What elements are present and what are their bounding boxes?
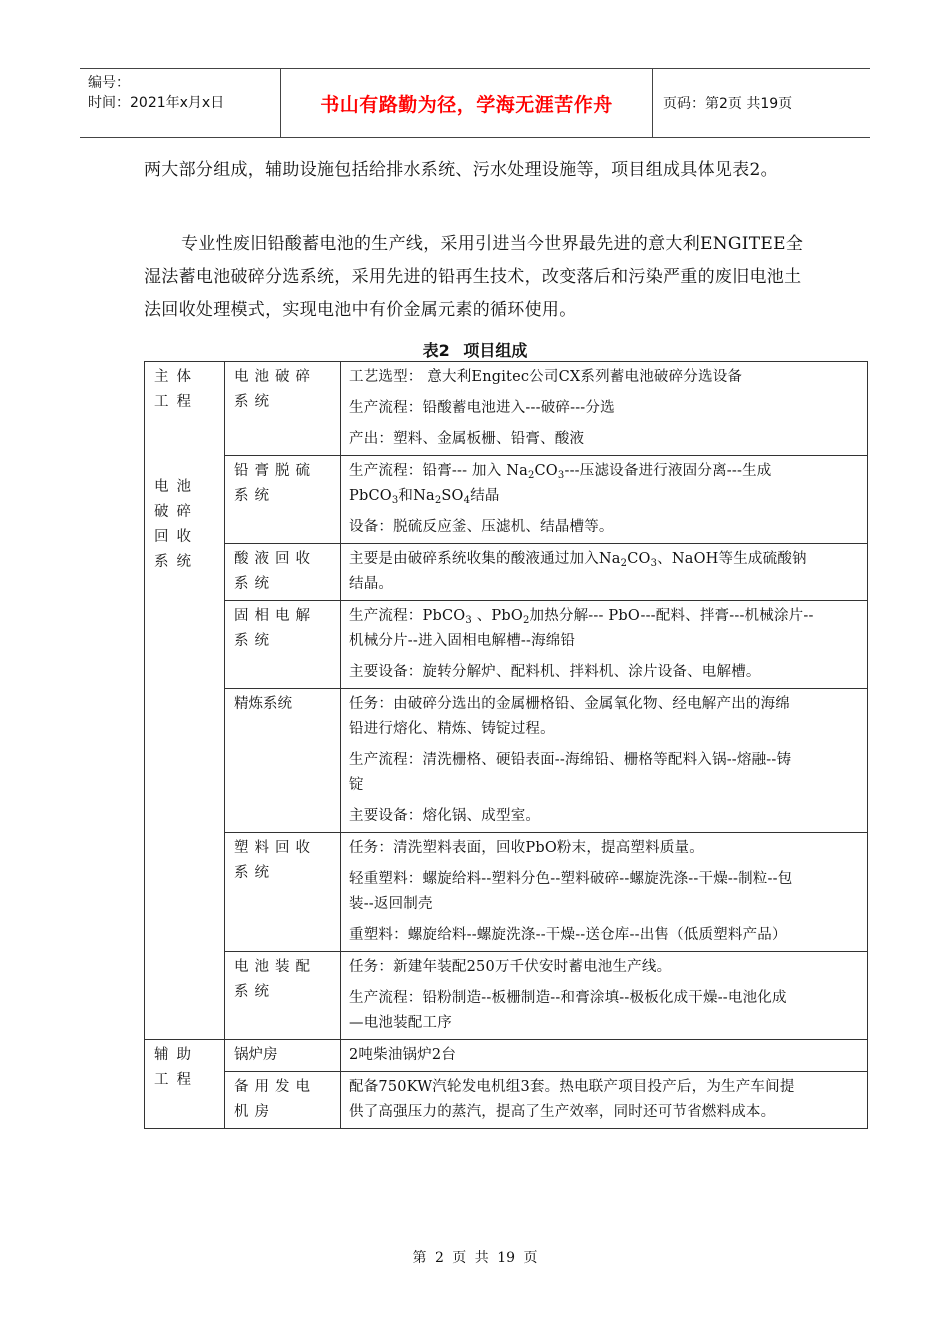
content-line: 铅进行熔化、精炼、铸锭过程。 xyxy=(349,721,555,737)
content-line: 工艺选型： 意大利Engitec公司CX系列蓄电池破碎分选设备 xyxy=(349,369,743,385)
text-run: 、PbO xyxy=(471,608,523,624)
content-line: 产出：塑料、金属板栅、铅膏、酸液 xyxy=(349,431,585,447)
row-content xyxy=(341,1040,868,1072)
row-content xyxy=(341,689,868,833)
subscript: 3 xyxy=(650,558,658,569)
content-line: 任务：新建年装配250万千伏安时蓄电池生产线。 xyxy=(349,959,672,975)
row-name: 固相电解系统 xyxy=(225,601,341,689)
table-row xyxy=(145,362,868,456)
content-line xyxy=(349,547,861,572)
subscript: 2 xyxy=(527,470,535,481)
table-caption-number: 表2 xyxy=(422,341,450,360)
content-line xyxy=(349,604,861,629)
text-run: 和Na xyxy=(398,488,435,504)
table-row xyxy=(145,544,868,601)
row-name: 酸液回收系统 xyxy=(225,544,341,601)
row-content xyxy=(341,833,868,952)
text-run: CO xyxy=(534,463,558,479)
main-engineering-label: 主体工程 xyxy=(154,369,199,410)
row-name: 备用发电机房 xyxy=(225,1072,341,1129)
table-caption-title: 项目组成 xyxy=(463,341,528,360)
main-engineering-cell xyxy=(145,362,225,1040)
paragraph-2: 专业性废旧铅酸蓄电池的生产线，采用引进当今世界最先进的意大利ENGITEE全湿法蓄电池破碎分选系统，采用先进的铅再生技术，改变落后和污染严重的废旧电池土法回收处理模式，实现电池中有价金属元素的循环使用。 xyxy=(144,234,804,320)
row-name: 塑料回收系统 xyxy=(225,833,341,952)
row-content xyxy=(341,456,868,544)
text-run: PbCO xyxy=(349,488,392,504)
subscript: 2 xyxy=(620,558,628,569)
number-label: 编号： xyxy=(88,75,130,91)
content-line xyxy=(349,459,861,484)
content-line: 供了高强压力的蒸汽，提高了生产效率，同时还可节省燃料成本。 xyxy=(349,1104,776,1120)
row-content xyxy=(341,1072,868,1129)
content-line: 结晶。 xyxy=(349,576,394,592)
subscript: 4 xyxy=(463,495,471,506)
table-row xyxy=(145,1072,868,1129)
content-line: 设备：脱硫反应釜、压滤机、结晶槽等。 xyxy=(349,519,614,535)
aux-engineering-cell xyxy=(145,1040,225,1129)
row-name: 铅膏脱硫系统 xyxy=(225,456,341,544)
table-row xyxy=(145,833,868,952)
aux-engineering-label: 辅助工程 xyxy=(154,1047,199,1088)
content-line: 主要设备：熔化锅、成型室。 xyxy=(349,808,541,824)
content-line: 生产流程：铅粉制造--板栅制造--和膏涂填--极板化成干燥--电池化成 xyxy=(349,990,787,1006)
row-content xyxy=(341,952,868,1040)
content-line: 生产流程：铅酸蓄电池进入---破碎---分选 xyxy=(349,400,615,416)
subscript: 2 xyxy=(522,615,530,626)
content-line: 重塑料：螺旋给料--螺旋洗涤--干燥--送仓库--出售（低质塑料产品） xyxy=(349,927,787,943)
content-line: 机械分片--进入固相电解槽--海绵铅 xyxy=(349,633,576,649)
table-row xyxy=(145,601,868,689)
page-footer: 第 2 页 共 19 页 xyxy=(412,1250,538,1266)
content-line: —电池装配工序 xyxy=(349,1015,452,1031)
text-run: 、NaOH等生成硫酸钠 xyxy=(657,551,807,567)
text-run: 加热分解--- PbO---配料、拌膏---机械涂片-- xyxy=(529,608,814,624)
row-name: 锅炉房 xyxy=(225,1040,341,1072)
text-run: 生产流程：铅膏--- 加入 Na xyxy=(349,463,528,479)
content-line: 任务：清洗塑料表面，回收PbO粉末，提高塑料质量。 xyxy=(349,840,704,856)
content-line: 装--返回制壳 xyxy=(349,896,433,912)
content-line: 生产流程：清洗栅格、硬铅表面--海绵铅、栅格等配料入锅--熔融--铸 xyxy=(349,752,792,768)
table-row xyxy=(145,689,868,833)
date-label: 时间：2021年x月x日 xyxy=(88,95,225,111)
text-run: 生产流程：PbCO xyxy=(349,608,466,624)
text-run: ---压滤设备进行液固分离---生成 xyxy=(564,463,772,479)
table-caption xyxy=(0,338,950,361)
row-content xyxy=(341,601,868,689)
table-row xyxy=(145,1040,868,1072)
text-run: CO xyxy=(627,551,651,567)
subscript: 2 xyxy=(434,495,442,506)
row-content xyxy=(341,544,868,601)
paragraph-1: 两大部分组成，辅助设施包括给排水系统、污水处理设施等，项目组成具体见表2。 xyxy=(144,160,778,180)
project-composition-table xyxy=(144,361,868,1129)
subscript: 3 xyxy=(391,495,399,506)
group-label: 电池破碎回收系统 xyxy=(154,479,199,570)
content-line: 轻重塑料：螺旋给料--塑料分色--塑料破碎--螺旋洗涤--干燥--制粒--包 xyxy=(349,871,793,887)
text-run: SO xyxy=(441,488,464,504)
row-name: 电池破碎系统 xyxy=(225,362,341,456)
header-meta-cell xyxy=(80,69,281,137)
subscript: 3 xyxy=(465,615,472,626)
content-line: 2吨柴油锅炉2台 xyxy=(349,1047,457,1063)
content-line xyxy=(349,484,861,509)
text-run: 结晶 xyxy=(470,488,500,504)
text-run: 主要是由破碎系统收集的酸液通过加入Na xyxy=(349,551,621,567)
table-row xyxy=(145,952,868,1040)
content-line: 任务：由破碎分选出的金属栅格铅、金属氧化物、经电解产出的海绵 xyxy=(349,696,790,712)
header-motto: 书山有路勤为径，学海无涯苦作舟 xyxy=(281,69,653,137)
header-page-info: 页码：第2页 共19页 xyxy=(663,96,793,112)
row-name: 精炼系统 xyxy=(225,689,341,833)
row-name: 电池装配系统 xyxy=(225,952,341,1040)
row-content xyxy=(341,362,868,456)
subscript: 3 xyxy=(557,470,565,481)
content-line: 锭 xyxy=(349,777,364,793)
table-row xyxy=(145,456,868,544)
content-line: 配备750KW汽轮发电机组3套。热电联产项目投产后，为生产车间提 xyxy=(349,1079,795,1095)
content-line: 主要设备：旋转分解炉、配料机、拌料机、涂片设备、电解槽。 xyxy=(349,664,761,680)
page-header xyxy=(80,68,870,138)
